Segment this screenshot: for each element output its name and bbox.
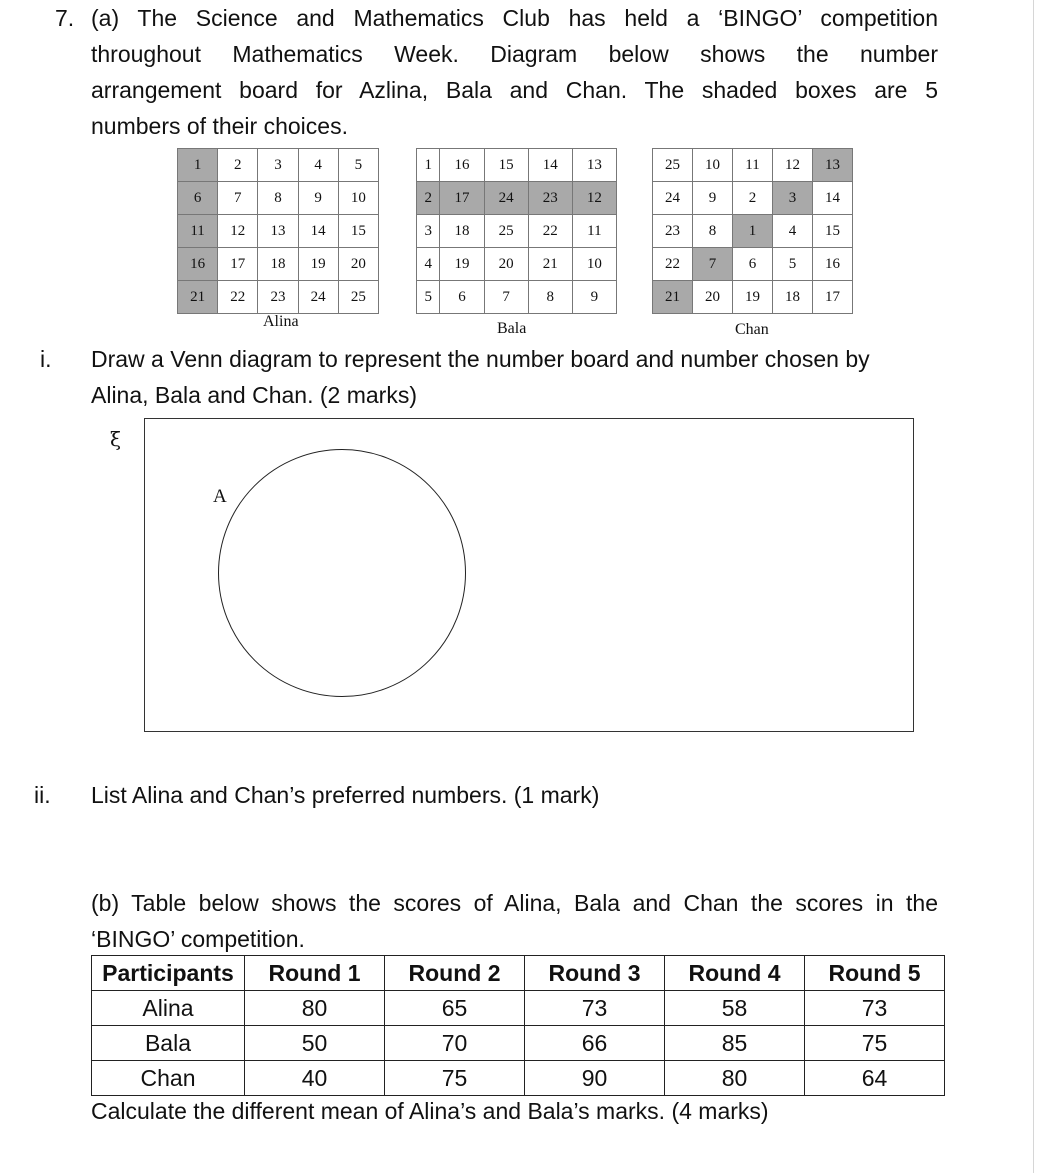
scores-row (92, 1061, 945, 1096)
scores-cell: 90 (525, 1061, 665, 1096)
board-cell: 25 (653, 149, 693, 182)
board-row (417, 149, 617, 182)
scores-cell: 64 (805, 1061, 945, 1096)
board-cell: 1 (733, 215, 773, 248)
part-a-intro (91, 0, 938, 144)
part-b-line: ‘BINGO’ competition. (91, 926, 305, 952)
scores-header-row (92, 956, 945, 991)
board-row (653, 149, 853, 182)
board-cell: 20 (338, 248, 378, 281)
part-i-number: i. (40, 346, 52, 372)
board-cell: 17 (813, 281, 853, 314)
board-cell: 18 (773, 281, 813, 314)
board-cell: 1 (178, 149, 218, 182)
scores-header-cell: Round 3 (525, 956, 665, 991)
board-row (653, 182, 853, 215)
board-cell: 21 (653, 281, 693, 314)
board-row (178, 215, 379, 248)
board-cell: 11 (178, 215, 218, 248)
part-i-line: Draw a Venn diagram to represent the number board and number chosen by (91, 346, 870, 372)
board-row (417, 215, 617, 248)
scores-row (92, 991, 945, 1026)
board-cell: 14 (813, 182, 853, 215)
page-edge-line (1033, 0, 1034, 1173)
board-cell: 13 (813, 149, 853, 182)
board-cell: 12 (773, 149, 813, 182)
scores-cell: Alina (92, 991, 245, 1026)
scores-cell: 85 (665, 1026, 805, 1061)
board-cell: 15 (813, 215, 853, 248)
board-cell: 24 (298, 281, 338, 314)
board-cell: 19 (733, 281, 773, 314)
scores-cell: Bala (92, 1026, 245, 1061)
board-cell: 4 (298, 149, 338, 182)
board-cell: 23 (258, 281, 298, 314)
board-row (178, 149, 379, 182)
scores-cell: 75 (805, 1026, 945, 1061)
scores-cell: 80 (245, 991, 385, 1026)
board-cell: 6 (178, 182, 218, 215)
board-row (417, 182, 617, 215)
scores-cell: 65 (385, 991, 525, 1026)
board-cell: 17 (440, 182, 484, 215)
scores-cell: 75 (385, 1061, 525, 1096)
part-i-line: Alina, Bala and Chan. (2 marks) (91, 382, 417, 408)
board-cell: 2 (417, 182, 440, 215)
part-ii-text: List Alina and Chan’s preferred numbers. (1 mark) (91, 782, 600, 808)
board-row (417, 248, 617, 281)
board-cell: 20 (693, 281, 733, 314)
board-cell: 12 (572, 182, 616, 215)
board-cell: 16 (178, 248, 218, 281)
universal-set-symbol: ξ (110, 427, 122, 451)
board-cell: 6 (733, 248, 773, 281)
intro-line: arrangement board for Azlina, Bala and Chan. The shaded boxes are 5 (91, 77, 938, 103)
scores-header-cell: Round 4 (665, 956, 805, 991)
board-cell: 23 (528, 182, 572, 215)
board-cell: 14 (298, 215, 338, 248)
part-b-text (91, 885, 938, 957)
board-cell: 8 (528, 281, 572, 314)
bala-board (416, 148, 617, 314)
board-cell: 23 (653, 215, 693, 248)
board-cell: 18 (440, 215, 484, 248)
board-cell: 25 (338, 281, 378, 314)
board-cell: 15 (484, 149, 528, 182)
board-cell: 9 (298, 182, 338, 215)
board-row (653, 215, 853, 248)
board-cell: 17 (218, 248, 258, 281)
board-cell: 11 (572, 215, 616, 248)
scores-cell: 58 (665, 991, 805, 1026)
scores-header-cell: Participants (92, 956, 245, 991)
board-cell: 8 (693, 215, 733, 248)
board-row (178, 248, 379, 281)
board-cell: 18 (258, 248, 298, 281)
board-cell: 24 (484, 182, 528, 215)
intro-line: numbers of their choices. (91, 113, 348, 139)
board-cell: 15 (338, 215, 378, 248)
board-cell: 7 (218, 182, 258, 215)
scores-header-cell: Round 1 (245, 956, 385, 991)
board-cell: 7 (484, 281, 528, 314)
set-a-label: A (213, 486, 227, 507)
board-cell: 5 (773, 248, 813, 281)
board-cell: 25 (484, 215, 528, 248)
alina-board (177, 148, 379, 314)
board-cell: 16 (813, 248, 853, 281)
board-cell: 22 (528, 215, 572, 248)
board-cell: 19 (440, 248, 484, 281)
board-row (653, 281, 853, 314)
board-cell: 5 (417, 281, 440, 314)
part-i-text (91, 341, 951, 413)
scores-row (92, 1026, 945, 1061)
scores-cell: 73 (805, 991, 945, 1026)
board-cell: 3 (773, 182, 813, 215)
board-cell: 13 (258, 215, 298, 248)
board-cell: 14 (528, 149, 572, 182)
board-cell: 9 (572, 281, 616, 314)
board-row (178, 182, 379, 215)
board-cell: 13 (572, 149, 616, 182)
board-cell: 8 (258, 182, 298, 215)
board-cell: 1 (417, 149, 440, 182)
board-cell: 16 (440, 149, 484, 182)
scores-cell: 40 (245, 1061, 385, 1096)
board-cell: 22 (653, 248, 693, 281)
board-cell: 20 (484, 248, 528, 281)
part-ii-number: ii. (34, 782, 51, 808)
board-cell: 10 (572, 248, 616, 281)
intro-line: throughout Mathematics Week. Diagram below shows the number (91, 41, 938, 67)
board-cell: 4 (773, 215, 813, 248)
intro-line: (a) The Science and Mathematics Club has held a ‘BINGO’ competition (91, 5, 938, 31)
scores-cell: 66 (525, 1026, 665, 1061)
board-cell: 21 (528, 248, 572, 281)
part-b-question: Calculate the different mean of Alina’s and Bala’s marks. (4 marks) (91, 1098, 769, 1124)
chan-board-caption: Chan (735, 321, 769, 338)
board-cell: 24 (653, 182, 693, 215)
board-row (653, 248, 853, 281)
board-cell: 11 (733, 149, 773, 182)
scores-header-cell: Round 2 (385, 956, 525, 991)
board-row (178, 281, 379, 314)
board-cell: 4 (417, 248, 440, 281)
board-cell: 5 (338, 149, 378, 182)
scores-cell: 70 (385, 1026, 525, 1061)
board-cell: 19 (298, 248, 338, 281)
question-number: 7. (55, 5, 75, 31)
board-cell: 10 (693, 149, 733, 182)
scores-cell: 80 (665, 1061, 805, 1096)
board-cell: 6 (440, 281, 484, 314)
board-cell: 3 (417, 215, 440, 248)
board-cell: 22 (218, 281, 258, 314)
bala-board-caption: Bala (497, 320, 527, 337)
board-cell: 21 (178, 281, 218, 314)
scores-cell: 50 (245, 1026, 385, 1061)
alina-board-caption: Alina (263, 313, 299, 330)
scores-table (91, 955, 945, 1096)
scores-cell: Chan (92, 1061, 245, 1096)
board-cell: 2 (218, 149, 258, 182)
board-cell: 7 (693, 248, 733, 281)
chan-board (652, 148, 853, 314)
board-cell: 9 (693, 182, 733, 215)
board-row (417, 281, 617, 314)
board-cell: 2 (733, 182, 773, 215)
scores-cell: 73 (525, 991, 665, 1026)
part-b-line: (b) Table below shows the scores of Alina, Bala and Chan the scores in the (91, 890, 938, 916)
board-cell: 3 (258, 149, 298, 182)
scores-header-cell: Round 5 (805, 956, 945, 991)
board-cell: 12 (218, 215, 258, 248)
board-cell: 10 (338, 182, 378, 215)
set-a-circle (218, 449, 466, 697)
